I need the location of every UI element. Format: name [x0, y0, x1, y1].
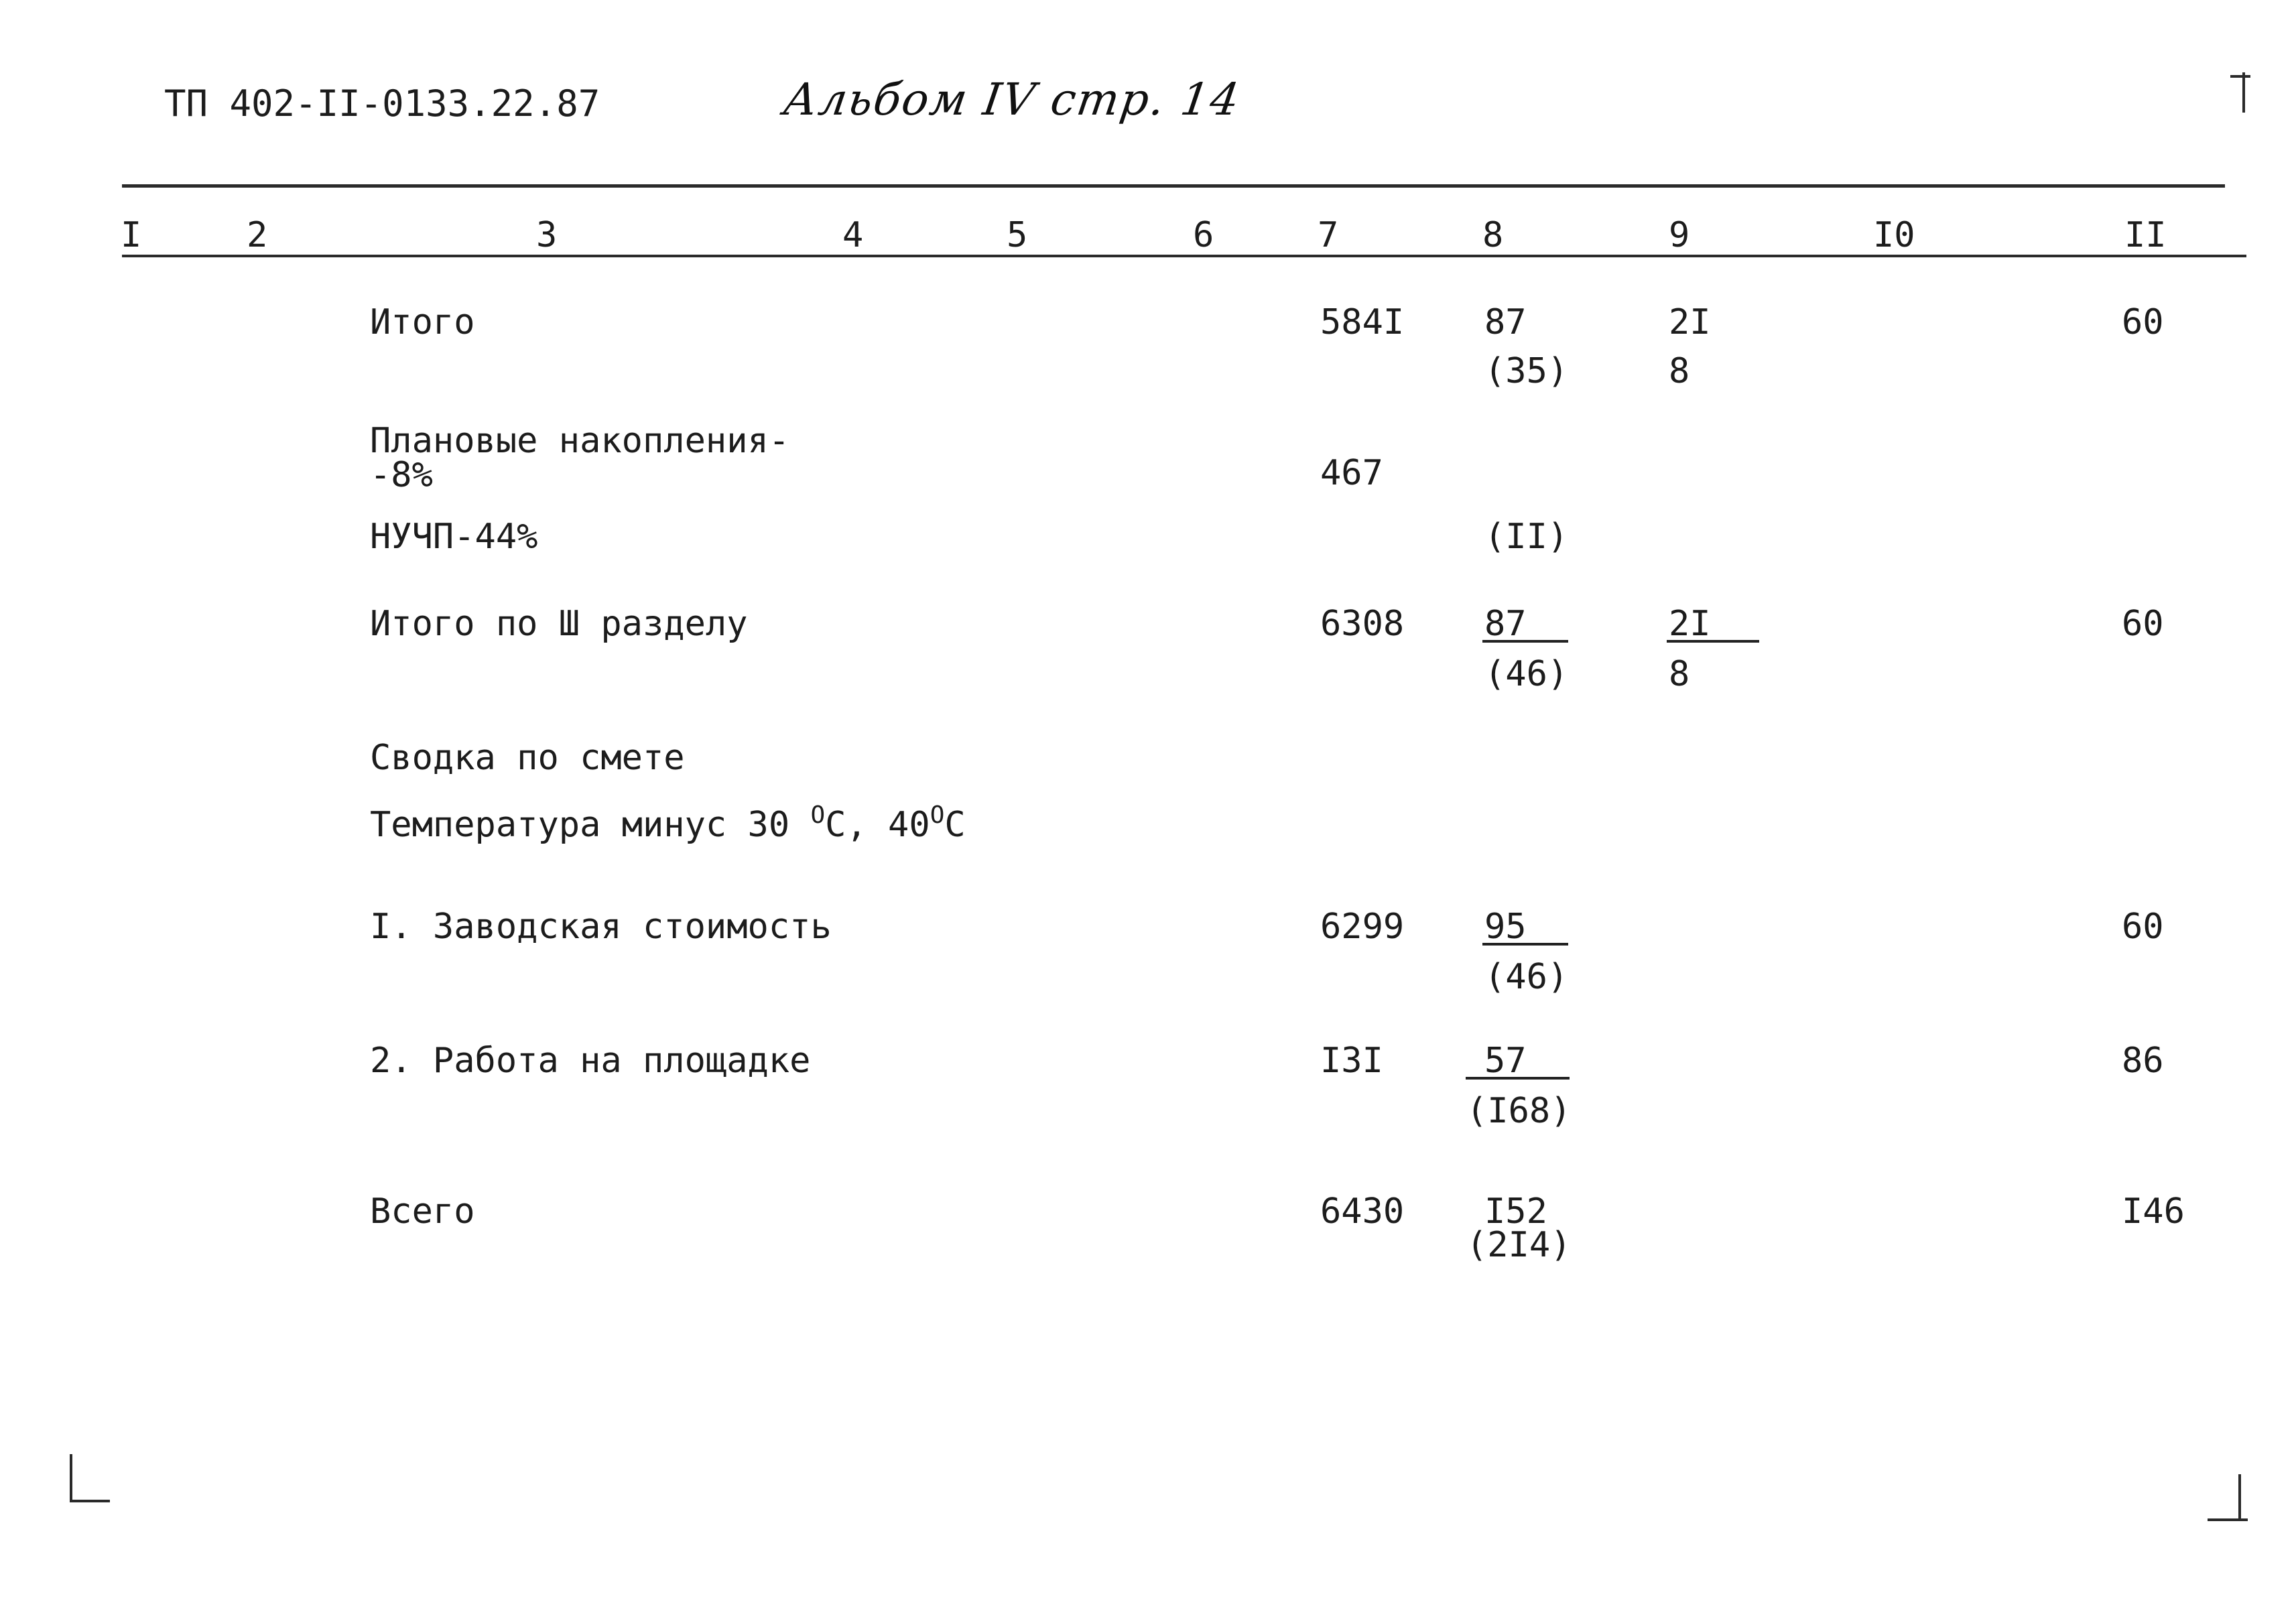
temp-suffix: С: [944, 805, 966, 845]
col-header-6: 6: [1193, 215, 1214, 255]
header-bottom-rule: [122, 255, 2246, 257]
corner-mark-bottom-right: [2238, 1474, 2241, 1521]
col-header-11: II: [2124, 215, 2167, 255]
fraction-line: [1466, 1077, 1570, 1080]
corner-mark-top-right-tick: [2230, 75, 2250, 78]
handwritten-album-note: Альбом IV стр. 14: [780, 74, 1244, 125]
fraction-line: [1667, 640, 1759, 643]
corner-mark-bottom-left: [70, 1454, 72, 1501]
fraction-line: [1482, 943, 1568, 946]
col-header-4: 4: [842, 215, 864, 255]
row-label: Итого по Ш разделу: [370, 604, 748, 644]
cell-col7: 6308: [1320, 604, 1405, 644]
table-top-rule: [122, 184, 2225, 188]
cell-col11: 60: [2122, 907, 2164, 947]
temp-mid: С, 40: [825, 805, 930, 845]
row-label: НУЧП-44%: [370, 517, 538, 557]
cell-col9-bottom: 8: [1669, 351, 1690, 391]
cell-col8-top: 87: [1484, 302, 1527, 342]
row-label: 2. Работа на площадке: [370, 1041, 811, 1081]
row-label-line1: Плановые накопления-: [370, 421, 790, 461]
cell-col7: 467: [1320, 453, 1383, 493]
cell-col9-top: 2I: [1669, 604, 1711, 644]
cell-col8-top: I52: [1484, 1191, 1547, 1232]
row-label: Всего: [370, 1191, 475, 1232]
cell-col11: 86: [2122, 1041, 2164, 1081]
cell-col8-bottom: (46): [1484, 957, 1569, 997]
cell-col8-bottom: (2I4): [1466, 1225, 1572, 1265]
row-label: Итого: [370, 302, 475, 342]
col-header-7: 7: [1318, 215, 1339, 255]
cell-col9-top: 2I: [1669, 302, 1711, 342]
cell-col11: 60: [2122, 302, 2164, 342]
cell-col7: 6430: [1320, 1191, 1405, 1232]
cell-col11: I46: [2122, 1191, 2185, 1232]
document-code: ТП 402-II-0133.22.87: [164, 82, 600, 125]
col-header-8: 8: [1482, 215, 1504, 255]
degree-sup-2: O: [930, 801, 945, 829]
col-header-10: I0: [1873, 215, 1915, 255]
cell-col7: I3I: [1320, 1041, 1383, 1081]
corner-mark-top-right: [2242, 72, 2245, 113]
cell-col8-bottom: (46): [1484, 654, 1569, 694]
cell-col8-top: 87: [1484, 604, 1527, 644]
corner-mark-bottom-right-foot: [2208, 1518, 2248, 1521]
temp-prefix: Температура минус 30: [370, 805, 811, 845]
cell-col8: (II): [1484, 517, 1569, 557]
cell-col8-top: 57: [1484, 1041, 1527, 1081]
col-header-3: 3: [536, 215, 558, 255]
row-label-line2: -8%: [370, 455, 433, 495]
cell-col8-top: 95: [1484, 907, 1527, 947]
corner-mark-bottom-left-foot: [70, 1500, 110, 1502]
row-label: [370, 801, 966, 845]
col-header-2: 2: [247, 215, 268, 255]
cell-col8-bottom: (I68): [1466, 1091, 1572, 1131]
col-header-9: 9: [1669, 215, 1690, 255]
cell-col9-bottom: 8: [1669, 654, 1690, 694]
fraction-line: [1482, 640, 1568, 643]
col-header-1: I: [121, 215, 142, 255]
degree-sup-1: O: [810, 801, 826, 829]
cell-col11: 60: [2122, 604, 2164, 644]
cell-col7: 6299: [1320, 907, 1405, 947]
row-label: Сводка по смете: [370, 738, 685, 778]
cell-col7: 584I: [1320, 302, 1405, 342]
cell-col8-bottom: (35): [1484, 351, 1569, 391]
col-header-5: 5: [1007, 215, 1028, 255]
row-label: I. Заводская стоимость: [370, 907, 832, 947]
